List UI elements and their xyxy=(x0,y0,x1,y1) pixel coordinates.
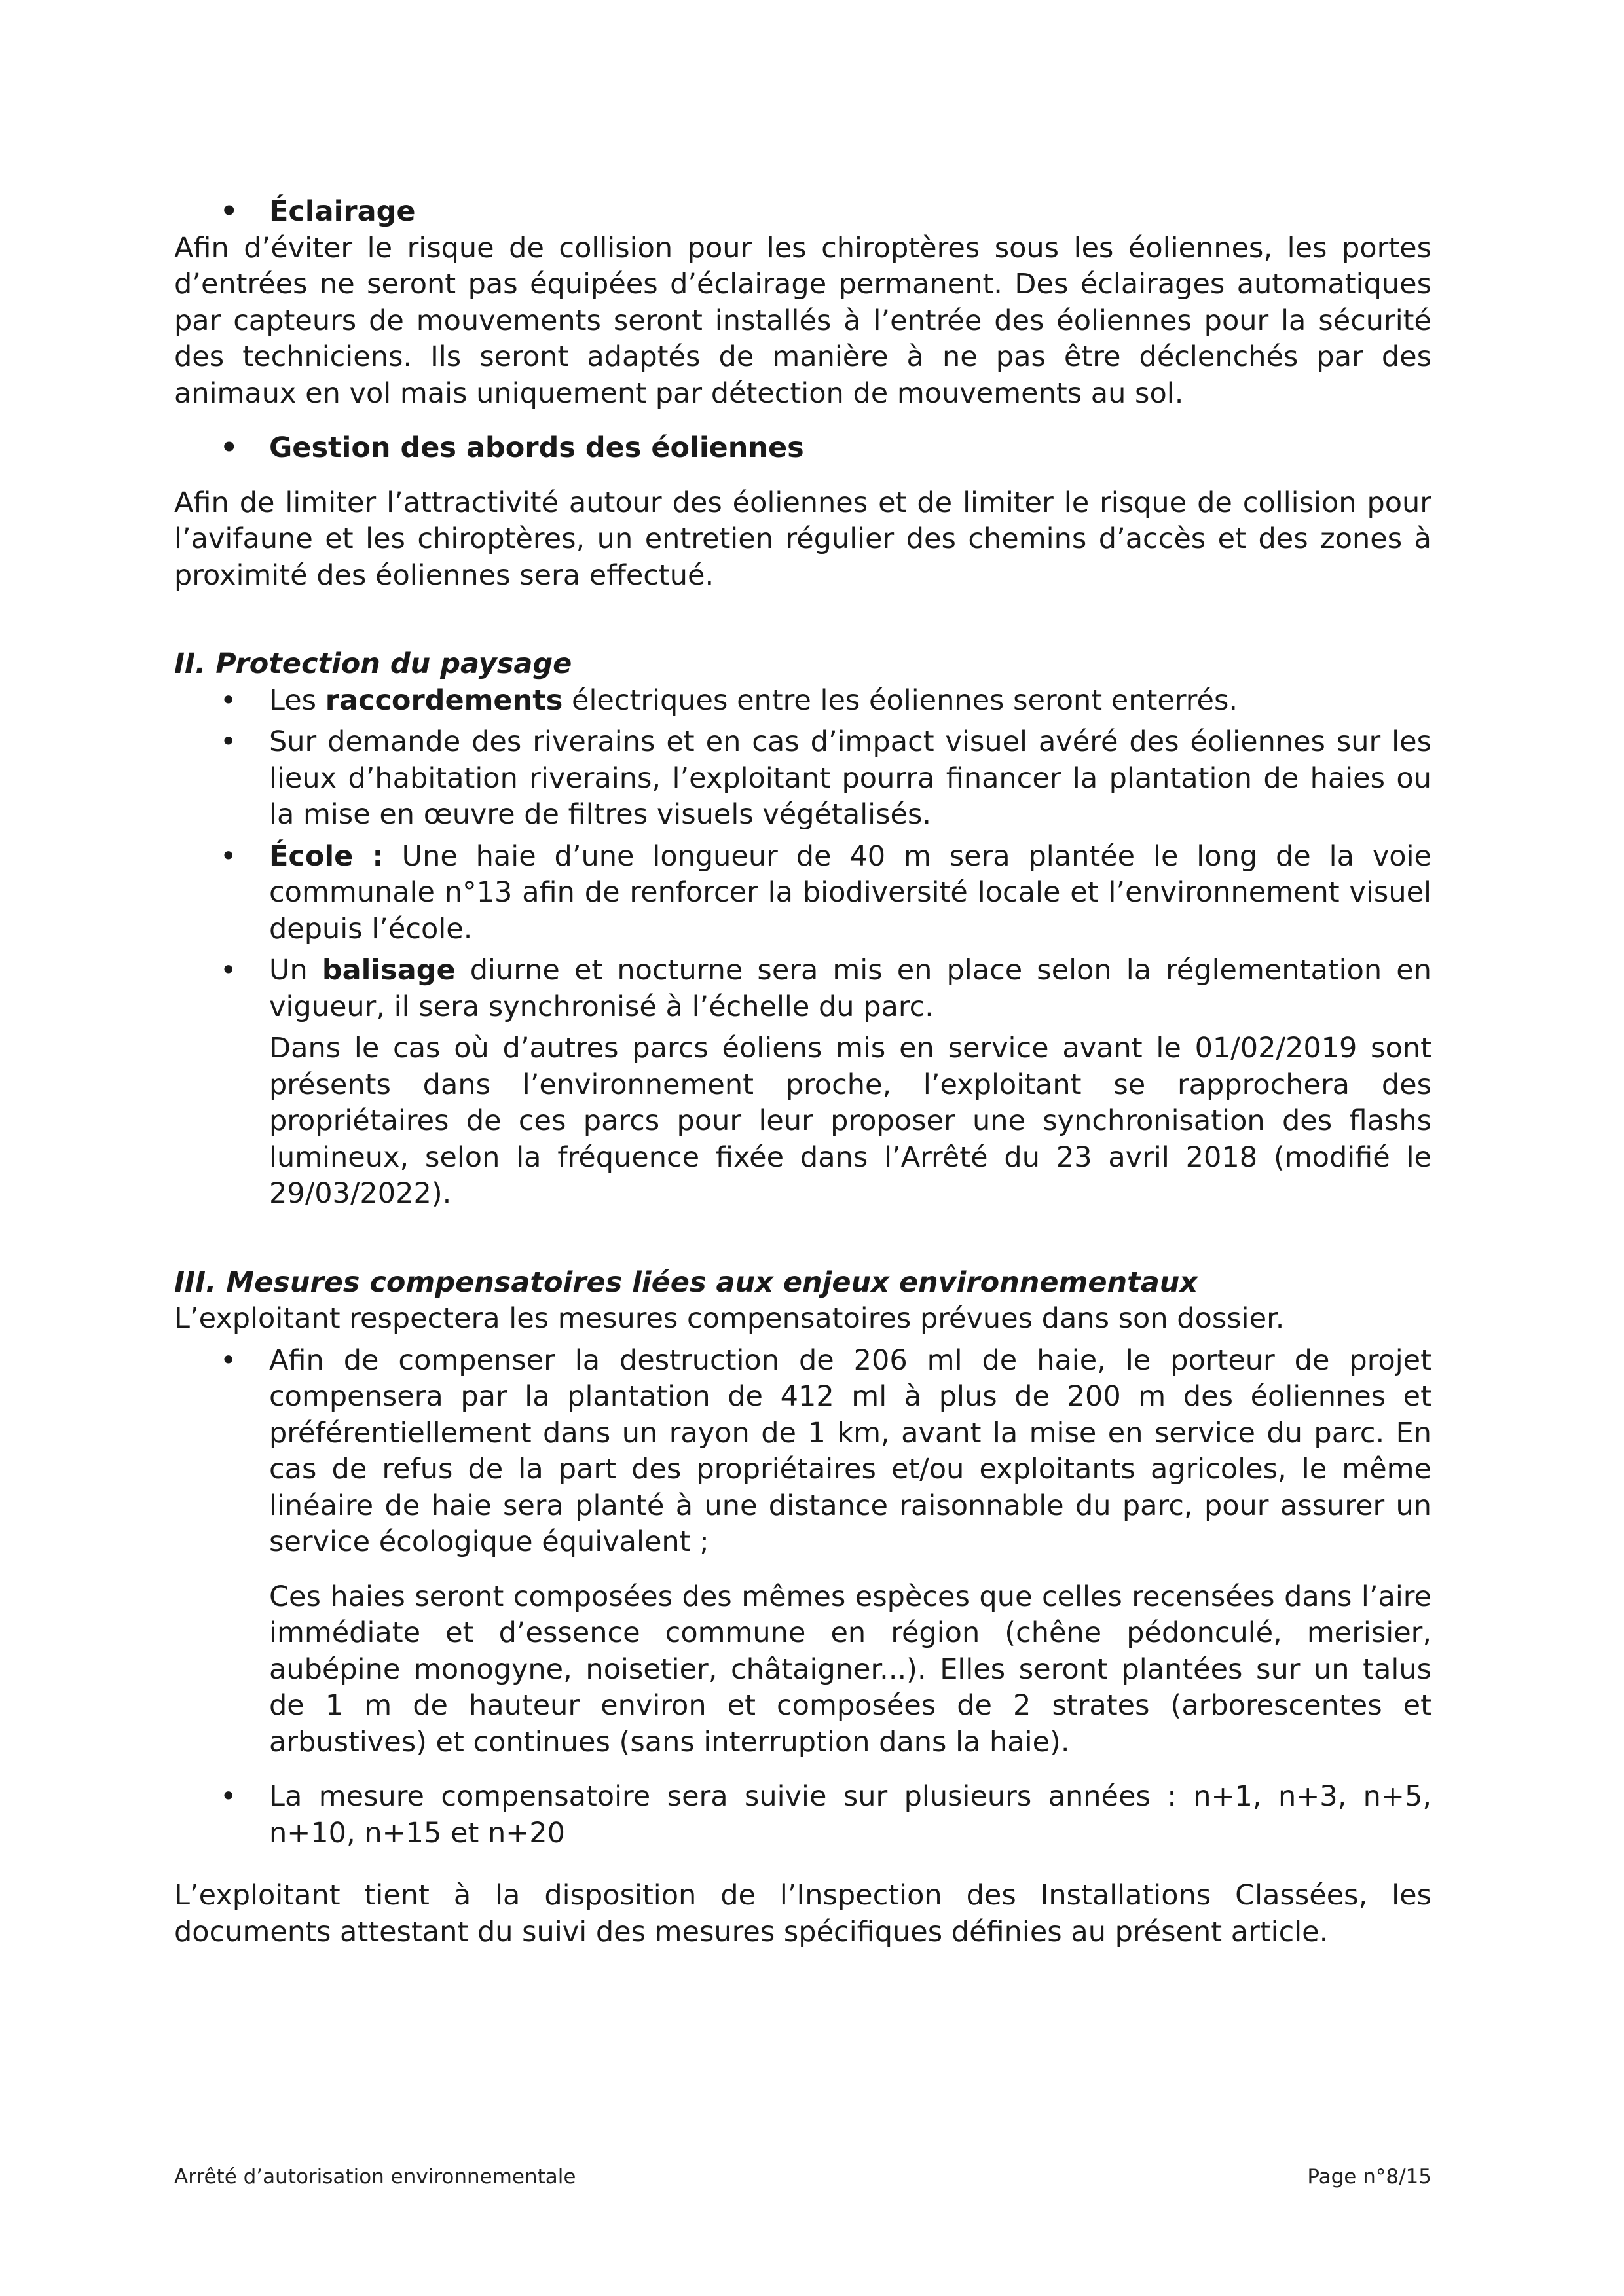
list-item-compensation-haie: • Afin de compenser la destruction de 206 ml de haie, le porteur de projet compensera par la plantation de 412 ml à plus de 200 m des éoliennes et préférentiellement dans un rayon de 1 km, avant la mise en service du parc. En cas de refus de la part des propriétaires et/ou exploitants agricoles, le même linéaire de haie sera planté à une distance raisonnable du parc, pour assurer un service écologique équivalent ; xyxy=(174,1343,1431,1561)
paragraph-closing: L’exploitant tient à la disposition de l’Inspection des Installations Classées, les documents attestant du suivi des mesures spécifiques définies au présent article. xyxy=(174,1879,1431,1948)
footer-title: Arrêté d’autorisation environnementale xyxy=(174,2165,576,2189)
item-bold: balisage xyxy=(322,954,456,987)
list-item-suivi: • La mesure compensatoire sera suivie sur plusieurs années : n+1, n+3, n+5, n+10, n+15 et n+20 xyxy=(174,1779,1431,1851)
footer-page-number: Page n°8/15 xyxy=(1307,2165,1431,2189)
heading-abords: • Gestion des abords des éoliennes xyxy=(174,430,1431,467)
list-item-riverains: • Sur demande des riverains et en cas d’impact visuel avéré des éoliennes sur les lieux d’habitation riverains, l’exploitant pourra financer la plantation de haies ou la mise en œuvre de filtres visuels végétalisés. xyxy=(174,724,1431,833)
item-suffix: électriques entre les éoliennes seront enterrés. xyxy=(563,683,1238,717)
paragraph-abords: Afin de limiter l’attractivité autour des éoliennes et de limiter le risque de collision pour l’avifaune et les chiroptères, un entretien régulier des chemins d’accès et des zones à proximité des éoliennes sera effectué. xyxy=(174,486,1431,592)
item-suffix: diurne et nocturne sera mis en place selon la réglementation en vigueur, il sera synchronisé à l’échelle du parc. xyxy=(269,954,1431,1023)
paragraph-eclairage: Afin d’éviter le risque de collision pour les chiroptères sous les éoliennes, les portes d’entrées ne seront pas équipées d’éclairage permanent. Des éclairages automatiques par capteurs de mouvements seront installés à l’entrée des éoliennes pour la sécurité des techniciens. Ils seront adaptés de manière à ne pas être déclenchés par des animaux en vol mais uniquement par détection de mouvements au sol. xyxy=(174,231,1431,410)
heading-eclairage: • Éclairage xyxy=(174,194,1431,230)
paragraph-intro-compensatoires: L’exploitant respectera les mesures compensatoires prévues dans son dossier. xyxy=(174,1302,1285,1335)
list-item-balisage xyxy=(174,953,1431,1025)
paragraph-composition-haies: Ces haies seront composées des mêmes espèces que celles recensées dans l’aire immédiate et d’essence commune en région (chêne pédonculé, merisier, aubépine monogyne, noisetier, châtaigner...). Elles seront plantées sur un talus de 1 m de hauteur environ et composées de 2 strates (arborescentes et arbustives) et continues (sans interruption dans la haie). xyxy=(269,1580,1431,1758)
paragraph-synchronisation: Dans le cas où d’autres parcs éoliens mis en service avant le 01/02/2019 sont présents dans l’environnement proche, l’exploitant se rapprochera des propriétaires de ces parcs pour leur proposer une synchronisation des flashs lumineux, selon la fréquence fixée dans l’Arrêté du 23 avril 2018 (modifié le 29/03/2022). xyxy=(269,1032,1431,1210)
section-heading-paysage: II. Protection du paysage xyxy=(174,647,572,680)
list-item-raccordements xyxy=(174,683,1431,720)
item-prefix: Les xyxy=(269,683,325,717)
item-prefix: Un xyxy=(269,954,322,987)
item-text: Une haie d’une longueur de 40 m sera plantée le long de la voie communale n°13 afin de renforcer la biodiversité locale et l’environnement visuel depuis l’école. xyxy=(269,839,1431,945)
item-bold: raccordements xyxy=(325,683,563,717)
page-footer xyxy=(174,2164,1431,2190)
page-content xyxy=(174,194,1431,1950)
list-item-ecole xyxy=(174,839,1431,948)
section-heading-compensatoires: III. Mesures compensatoires liées aux enjeux environnementaux xyxy=(174,1266,1198,1299)
item-bold: École : xyxy=(269,839,384,873)
